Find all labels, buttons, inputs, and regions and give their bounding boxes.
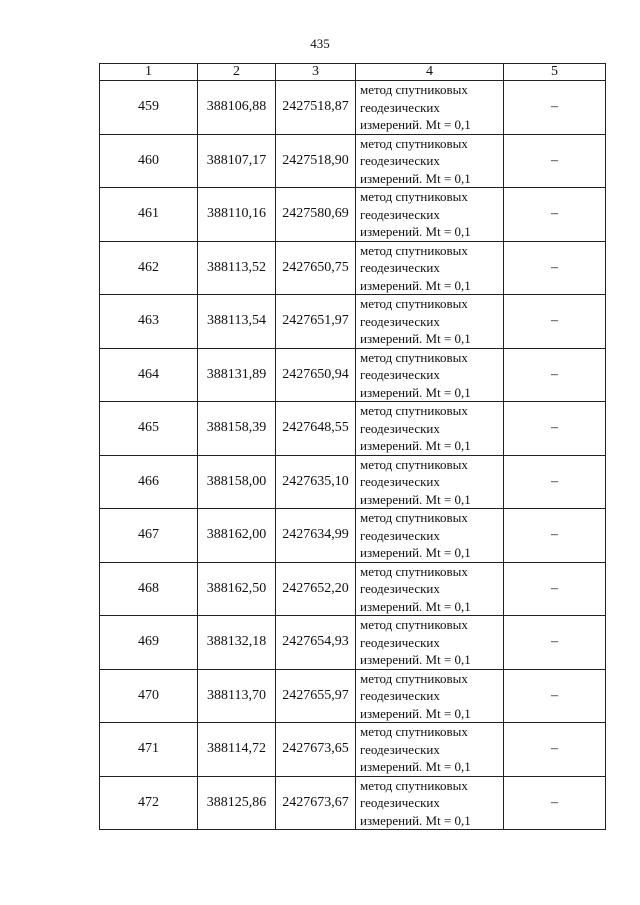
page-number: 435: [310, 36, 330, 51]
table-row: [100, 616, 606, 670]
method-cell: метод спутниковых геодезических измерений. Mt = 0,1: [356, 402, 504, 456]
note-cell: –: [504, 455, 606, 509]
method-cell: метод спутниковых геодезических измерений. Mt = 0,1: [356, 509, 504, 563]
x-coordinate-cell: 388106,88: [198, 81, 276, 135]
x-coordinate-cell: 388125,86: [198, 776, 276, 830]
x-coordinate-cell: 388162,50: [198, 562, 276, 616]
note-cell: –: [504, 241, 606, 295]
x-coordinate-cell: 388162,00: [198, 509, 276, 563]
table-row: [100, 509, 606, 563]
y-coordinate-cell: 2427673,67: [276, 776, 356, 830]
method-cell: метод спутниковых геодезических измерений. Mt = 0,1: [356, 241, 504, 295]
note-cell: –: [504, 402, 606, 456]
point-number-cell: 460: [100, 134, 198, 188]
note-cell: –: [504, 509, 606, 563]
column-header: 3: [276, 64, 356, 81]
point-number-cell: 467: [100, 509, 198, 563]
x-coordinate-cell: 388113,54: [198, 295, 276, 349]
y-coordinate-cell: 2427634,99: [276, 509, 356, 563]
table-row: [100, 402, 606, 456]
table-row: [100, 562, 606, 616]
table-row: [100, 188, 606, 242]
table-row: [100, 669, 606, 723]
method-cell: метод спутниковых геодезических измерений. Mt = 0,1: [356, 455, 504, 509]
note-cell: –: [504, 295, 606, 349]
y-coordinate-cell: 2427651,97: [276, 295, 356, 349]
method-cell: метод спутниковых геодезических измерений. Mt = 0,1: [356, 81, 504, 135]
point-number-cell: 463: [100, 295, 198, 349]
point-number-cell: 470: [100, 669, 198, 723]
y-coordinate-cell: 2427652,20: [276, 562, 356, 616]
y-coordinate-cell: 2427650,75: [276, 241, 356, 295]
column-header: 4: [356, 64, 504, 81]
point-number-cell: 461: [100, 188, 198, 242]
note-cell: –: [504, 348, 606, 402]
column-header: 5: [504, 64, 606, 81]
method-cell: метод спутниковых геодезических измерений. Mt = 0,1: [356, 669, 504, 723]
y-coordinate-cell: 2427580,69: [276, 188, 356, 242]
y-coordinate-cell: 2427518,87: [276, 81, 356, 135]
x-coordinate-cell: 388113,70: [198, 669, 276, 723]
table-header-row: [100, 64, 606, 81]
method-cell: метод спутниковых геодезических измерений. Mt = 0,1: [356, 295, 504, 349]
y-coordinate-cell: 2427635,10: [276, 455, 356, 509]
y-coordinate-cell: 2427673,65: [276, 723, 356, 777]
method-cell: метод спутниковых геодезических измерений. Mt = 0,1: [356, 188, 504, 242]
note-cell: –: [504, 616, 606, 670]
point-number-cell: 472: [100, 776, 198, 830]
table-row: [100, 295, 606, 349]
x-coordinate-cell: 388110,16: [198, 188, 276, 242]
x-coordinate-cell: 388131,89: [198, 348, 276, 402]
point-number-cell: 469: [100, 616, 198, 670]
note-cell: –: [504, 562, 606, 616]
table-body: [100, 81, 606, 830]
note-cell: –: [504, 776, 606, 830]
y-coordinate-cell: 2427655,97: [276, 669, 356, 723]
x-coordinate-cell: 388132,18: [198, 616, 276, 670]
table-row: [100, 134, 606, 188]
table-row: [100, 723, 606, 777]
x-coordinate-cell: 388158,39: [198, 402, 276, 456]
x-coordinate-cell: 388114,72: [198, 723, 276, 777]
note-cell: –: [504, 723, 606, 777]
point-number-cell: 464: [100, 348, 198, 402]
table-row: [100, 348, 606, 402]
point-number-cell: 459: [100, 81, 198, 135]
point-number-cell: 465: [100, 402, 198, 456]
point-number-cell: 462: [100, 241, 198, 295]
method-cell: метод спутниковых геодезических измерений. Mt = 0,1: [356, 616, 504, 670]
method-cell: метод спутниковых геодезических измерений. Mt = 0,1: [356, 562, 504, 616]
x-coordinate-cell: 388107,17: [198, 134, 276, 188]
method-cell: метод спутниковых геодезических измерений. Mt = 0,1: [356, 723, 504, 777]
y-coordinate-cell: 2427518,90: [276, 134, 356, 188]
x-coordinate-cell: 388158,00: [198, 455, 276, 509]
note-cell: –: [504, 134, 606, 188]
point-number-cell: 471: [100, 723, 198, 777]
coordinates-table: [99, 63, 606, 830]
y-coordinate-cell: 2427650,94: [276, 348, 356, 402]
note-cell: –: [504, 188, 606, 242]
y-coordinate-cell: 2427648,55: [276, 402, 356, 456]
note-cell: –: [504, 669, 606, 723]
note-cell: –: [504, 81, 606, 135]
method-cell: метод спутниковых геодезических измерений. Mt = 0,1: [356, 348, 504, 402]
y-coordinate-cell: 2427654,93: [276, 616, 356, 670]
table-row: [100, 455, 606, 509]
point-number-cell: 466: [100, 455, 198, 509]
table-row: [100, 776, 606, 830]
column-header: 2: [198, 64, 276, 81]
point-number-cell: 468: [100, 562, 198, 616]
method-cell: метод спутниковых геодезических измерений. Mt = 0,1: [356, 776, 504, 830]
table-row: [100, 241, 606, 295]
method-cell: метод спутниковых геодезических измерений. Mt = 0,1: [356, 134, 504, 188]
table-row: [100, 81, 606, 135]
column-header: 1: [100, 64, 198, 81]
x-coordinate-cell: 388113,52: [198, 241, 276, 295]
